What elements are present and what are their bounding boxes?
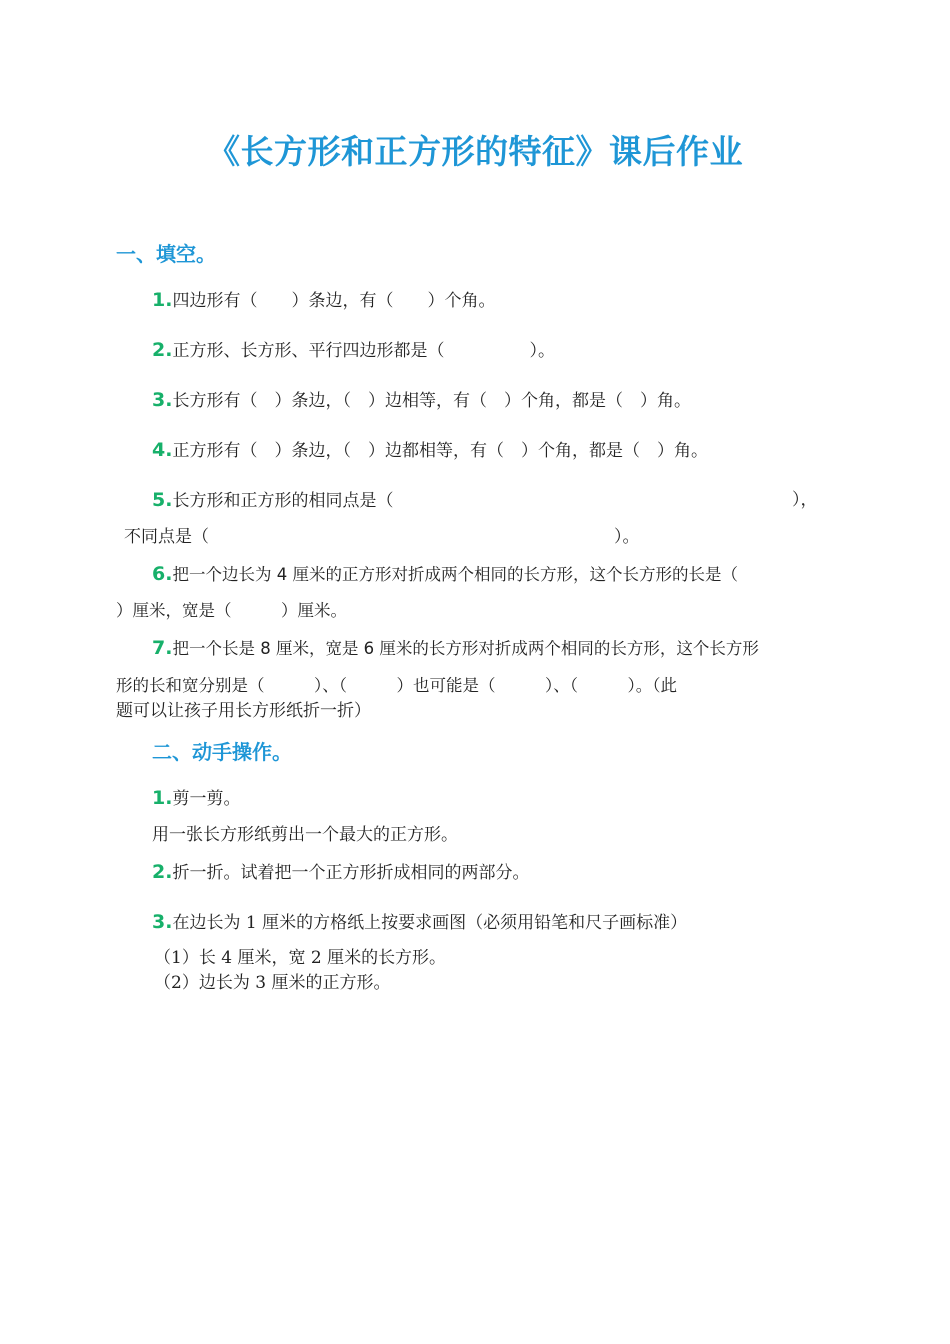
question-text: 剪一剪。 <box>172 789 241 809</box>
question-number: 2. <box>152 861 173 883</box>
question-text: 把一个边长为 4 厘米的正方形对折成两个相同的长方形，这个长方形的长是（ <box>172 565 738 584</box>
ops-question-1-line2: 用一张长方形纸剪出一个最大的正方形。 <box>152 825 458 845</box>
ops-question-2 <box>152 860 529 885</box>
question-number: 7. <box>152 637 173 659</box>
question-number: 4. <box>152 439 173 461</box>
fill-question-1 <box>152 288 495 313</box>
fill-question-2 <box>152 338 555 363</box>
fill-question-6 <box>152 562 738 587</box>
question-text: 正方形有（ ）条边，（ ）边都相等，有（ ）个角，都是（ ）角。 <box>172 441 708 461</box>
question-number: 3. <box>152 911 173 933</box>
ops-question-1 <box>152 786 240 811</box>
fill-question-3 <box>152 388 691 413</box>
question-number: 2. <box>152 339 173 361</box>
question-text: 在边长为 1 厘米的方格纸上按要求画图（必须用铅笔和尺子画标准） <box>172 913 688 933</box>
question-text: 长方形和正方形的相同点是（ <box>172 491 394 511</box>
question-number: 6. <box>152 563 173 585</box>
fill-question-7 <box>152 636 759 661</box>
fill-question-4 <box>152 438 708 463</box>
fill-question-5-end: ）， <box>792 490 818 510</box>
fill-question-5-line2: 不同点是（ <box>124 527 209 547</box>
question-number: 1. <box>152 289 173 311</box>
question-text: 把一个长是 8 厘米，宽是 6 厘米的长方形对折成两个相同的长方形，这个长方形 <box>172 639 759 658</box>
question-text: 折一折。试着把一个正方形折成相同的两部分。 <box>172 863 530 883</box>
fill-question-7-line3: 题可以让孩子用长方形纸折一折） <box>116 701 371 721</box>
page-title: 《长方形和正方形的特征》课后作业 <box>207 132 743 171</box>
question-number: 3. <box>152 389 173 411</box>
question-text: 长方形有（ ）条边，（ ）边相等，有（ ）个角，都是（ ）角。 <box>172 391 691 411</box>
section-heading-ops: 二、动手操作。 <box>152 740 292 764</box>
question-number: 1. <box>152 787 173 809</box>
ops-question-3-sub2: （2）边长为 3 厘米的正方形。 <box>154 973 391 993</box>
question-text: 四边形有（ ）条边，有（ ）个角。 <box>172 291 496 311</box>
fill-question-5-line2-end: ）。 <box>614 527 640 547</box>
ops-question-3 <box>152 910 687 935</box>
question-text: 正方形、长方形、平行四边形都是（ ）。 <box>172 341 555 361</box>
fill-question-7-line2: 形的长和宽分别是（ ）、（ ）也可能是（ ）、（ ）。（此 <box>116 676 677 695</box>
question-number: 5. <box>152 489 173 511</box>
fill-question-6-line2: ）厘米，宽是（ ）厘米。 <box>116 601 347 620</box>
section-heading-fill: 一、填空。 <box>116 242 216 266</box>
ops-question-3-sub1: （1）长 4 厘米，宽 2 厘米的长方形。 <box>154 948 447 968</box>
fill-question-5 <box>152 488 393 513</box>
